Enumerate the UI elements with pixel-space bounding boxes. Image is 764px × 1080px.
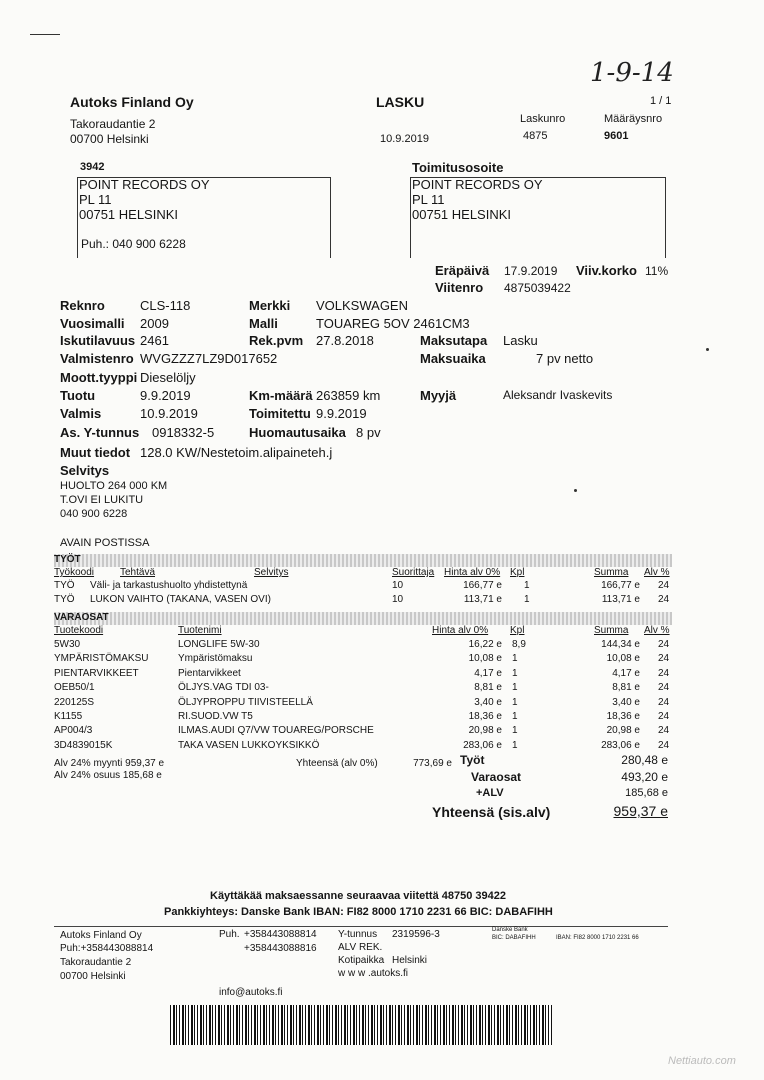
- col-suorittaja: Suorittaja: [392, 567, 435, 578]
- yhteensa-alv0-value: 773,69 e: [413, 758, 452, 769]
- table-row: [54, 682, 672, 695]
- varaosat-section-header: [54, 612, 672, 625]
- cell-summa: 166,77 e: [601, 580, 640, 591]
- viivkorko-value: 11%: [645, 264, 669, 278]
- selvitys-note: AVAIN POSTISSA: [60, 537, 150, 549]
- handwritten-date: 1-9-14: [590, 58, 674, 88]
- cell-alv: 24: [658, 725, 670, 737]
- cell-tuotenimi: RI.SUOD.VW T5: [178, 711, 253, 722]
- alv-total-value: 185,68 e: [625, 787, 668, 799]
- cell-hinta: 283,06 e: [463, 739, 502, 751]
- cell-hinta: 8,81 e: [474, 682, 502, 694]
- table-row: [54, 740, 672, 753]
- col-tyokoodi: Työkoodi: [54, 567, 95, 578]
- cell-tuotekoodi: PIENTARVIKKEET: [54, 667, 139, 679]
- erapaiva-label: Eräpäivä: [435, 263, 490, 278]
- cell-tuotekoodi: K1155: [54, 711, 83, 722]
- col-tuotekoodi: Tuotekoodi: [54, 625, 104, 636]
- varaosat-section-label: VARAOSAT: [54, 612, 109, 623]
- malli-label: Malli: [249, 316, 278, 331]
- kmmaara-value: 263859 km: [316, 388, 381, 403]
- huomautusaika-label: Huomautusaika: [249, 425, 346, 440]
- grand-total-value: 959,37 e: [613, 803, 668, 819]
- cell-alv: 24: [658, 696, 670, 708]
- cell-kpl: 1: [512, 653, 518, 665]
- col-tuotenimi: Tuotenimi: [178, 625, 222, 636]
- cell-alv: 24: [658, 711, 670, 722]
- iskutilavuus-label: Iskutilavuus: [60, 333, 136, 348]
- cell-hinta: 16,22 e: [468, 639, 502, 650]
- col-summa: Summa: [594, 567, 629, 578]
- table-row: [54, 668, 672, 681]
- varaosat-total-label: Varaosat: [471, 770, 522, 784]
- cell-alv: 24: [658, 667, 670, 679]
- table-row: [54, 639, 672, 652]
- footer-kotipaikka-label: Kotipaikka: [338, 955, 385, 966]
- cell-kpl: 1: [524, 580, 530, 591]
- table-row: [54, 580, 672, 593]
- cell-tuotenimi: LONGLIFE 5W-30: [178, 639, 260, 650]
- merkki-label: Merkki: [249, 298, 291, 313]
- iskutilavuus-value: 2461: [140, 333, 169, 348]
- cell-tuotekoodi: OEB50/1: [54, 682, 95, 694]
- cell-hinta: 18,36 e: [468, 711, 502, 722]
- footer-company: Autoks Finland Oy: [60, 930, 142, 941]
- cell-hinta: 4,17 e: [474, 667, 502, 679]
- muut-label: Muut tiedot: [60, 445, 131, 460]
- maksuaika-value: 7 pv netto: [536, 351, 594, 366]
- cell-summa: 113,71 e: [601, 594, 640, 605]
- cell-tuotenimi: Pientarvikkeet: [178, 667, 241, 679]
- footer-bank-name: Danske Bank: [492, 927, 528, 933]
- huomautusaika-value: 8 pv: [356, 425, 381, 440]
- cell-alv: 24: [658, 682, 670, 694]
- cell-summa: 20,98 e: [606, 725, 640, 737]
- laskunro-value: 4875: [523, 130, 548, 142]
- doc-title: LASKU: [376, 94, 425, 110]
- cell-hinta: 10,08 e: [468, 653, 502, 665]
- cell-alv: 24: [658, 739, 670, 751]
- rekpvm-label: Rek.pvm: [249, 333, 304, 348]
- valmis-label: Valmis: [60, 406, 102, 421]
- cell-tuotekoodi: YMPÄRISTÖMAKSU: [54, 653, 149, 665]
- footer-ytunnus: 2319596-3: [392, 929, 440, 940]
- cell-tuotenimi: ILMAS.AUDI Q7/VW TOUAREG/PORSCHE: [178, 725, 374, 737]
- cell-tuotenimi: TAKA VASEN LUKKOYKSIKKÖ: [178, 739, 320, 751]
- cell-kpl: 8,9: [512, 639, 526, 650]
- cell-hinta: 20,98 e: [468, 725, 502, 737]
- cell-tuotekoodi: 3D4839015K: [54, 739, 113, 751]
- company-name: Autoks Finland Oy: [70, 94, 194, 110]
- grand-total-label: Yhteensä (sis.alv): [432, 804, 551, 820]
- table-row: [54, 594, 672, 607]
- cell-tuotenimi: Ympäristömaksu: [178, 653, 253, 665]
- moottyyppi-label: Moott.tyyppi: [60, 370, 138, 385]
- vuosimalli-value: 2009: [140, 316, 169, 331]
- col-kpl: Kpl: [510, 567, 525, 578]
- col-alv: Alv %: [644, 567, 670, 578]
- selvitys-label: Selvitys: [60, 463, 110, 478]
- alv-total-label: +ALV: [476, 787, 504, 799]
- footer-puh1: +358443088814: [244, 929, 317, 940]
- cell-alv: 24: [658, 639, 670, 650]
- footer-city: 00700 Helsinki: [60, 971, 126, 982]
- erapaiva-value: 17.9.2019: [504, 264, 558, 278]
- footer-bic: BIC: DABAFIHH: [492, 935, 536, 941]
- footer-kotipaikka: Helsinki: [392, 955, 428, 966]
- company-city: 00700 Helsinki: [70, 132, 149, 146]
- yhteensa-alv0-label: Yhteensä (alv 0%): [296, 758, 378, 769]
- customer-city: 00751 HELSINKI: [79, 207, 179, 222]
- col-alv: Alv %: [644, 625, 670, 636]
- rekpvm-value: 27.8.2018: [316, 333, 374, 348]
- cell-kpl: 1: [512, 725, 518, 737]
- viitenro-value: 4875039422: [504, 281, 571, 295]
- cell-hinta: 113,71 e: [463, 594, 502, 605]
- col-kpl: Kpl: [510, 625, 525, 636]
- tyot-column-headers: [54, 567, 672, 580]
- scan-speck: [706, 348, 709, 351]
- delivery-label: Toimitusosoite: [412, 160, 504, 175]
- cell-kpl: 1: [512, 739, 518, 751]
- delivery-po: PL 11: [412, 192, 445, 207]
- selvitys-line: HUOLTO 264 000 KM: [60, 480, 168, 492]
- footer-alvrek: ALV REK.: [338, 942, 383, 953]
- valmistenro-value: WVGZZZ7LZ9D017652: [140, 351, 278, 366]
- varaosat-column-headers: [54, 625, 672, 638]
- viitenro-label: Viitenro: [435, 280, 484, 295]
- cell-suorittaja: 10: [392, 594, 404, 605]
- tyot-total-value: 280,48 e: [621, 753, 668, 767]
- toimitettu-value: 9.9.2019: [316, 406, 367, 421]
- kmmaara-label: Km-määrä: [249, 388, 313, 403]
- tyot-section-label: TYÖT: [54, 554, 81, 565]
- maaraysnro-value: 9601: [604, 130, 629, 142]
- reknro-label: Reknro: [60, 298, 105, 313]
- selvitys-line: T.OVI EI LUKITU: [60, 494, 144, 506]
- maaraysnro-label: Määräysnro: [604, 113, 663, 125]
- maksutapa-label: Maksutapa: [420, 333, 488, 348]
- myyja-value: Aleksandr Ivaskevits: [503, 388, 613, 402]
- customer-name: POINT RECORDS OY: [79, 177, 210, 192]
- col-selvitys: Selvitys: [254, 567, 289, 578]
- tuotu-label: Tuotu: [60, 388, 96, 403]
- cell-tuotekoodi: 5W30: [54, 639, 81, 650]
- maksutapa-value: Lasku: [503, 333, 538, 348]
- col-hinta: Hinta alv 0%: [432, 625, 489, 636]
- footer-email: info@autoks.fi: [219, 987, 283, 998]
- cell-alv: 24: [658, 594, 670, 605]
- asytunnus-value: 0918332-5: [152, 425, 215, 440]
- varaosat-total-value: 493,20 e: [621, 770, 668, 784]
- tyot-section-header: [54, 554, 672, 567]
- cell-summa: 18,36 e: [606, 711, 640, 722]
- col-summa: Summa: [594, 625, 629, 636]
- cell-hinta: 166,77 e: [463, 580, 502, 591]
- vuosimalli-label: Vuosimalli: [60, 316, 125, 331]
- watermark: Nettiauto.com: [668, 1055, 736, 1067]
- payment-reference: Käyttäkää maksaessanne seuraavaa viitettä 48750 39422: [210, 890, 506, 902]
- table-row: [54, 711, 672, 724]
- tuotu-value: 9.9.2019: [140, 388, 191, 403]
- customer-po: PL 11: [79, 192, 112, 207]
- merkki-value: VOLKSWAGEN: [316, 298, 408, 313]
- cell-alv: 24: [658, 580, 670, 591]
- cell-tuotenimi: ÖLJYPROPPU TIIVISTEELLÄ: [178, 696, 313, 708]
- footer-web: w w w .autoks.fi: [338, 968, 409, 979]
- scan-speck: [574, 489, 577, 492]
- reknro-value: CLS-118: [140, 298, 191, 313]
- cell-summa: 10,08 e: [606, 653, 640, 665]
- invoice-date: 10.9.2019: [380, 133, 429, 145]
- delivery-city: 00751 HELSINKI: [412, 207, 512, 222]
- footer-puh-label: Puh.: [219, 929, 240, 940]
- valmis-value: 10.9.2019: [140, 406, 198, 421]
- cell-summa: 8,81 e: [612, 682, 640, 694]
- table-row: [54, 725, 672, 738]
- col-tehtava: Tehtävä: [120, 567, 156, 578]
- cell-tehtava: Väli- ja tarkastushuolto yhdistettynä: [90, 580, 248, 591]
- cell-tehtava: LUKON VAIHTO (TAKANA, VASEN OVI): [90, 594, 271, 605]
- valmistenro-label: Valmistenro: [60, 351, 134, 366]
- cell-tyokoodi: TYÖ: [54, 594, 75, 605]
- table-row: [54, 653, 672, 666]
- footer-ytunnus-label: Y-tunnus: [338, 929, 378, 940]
- moottyyppi-value: Dieselöljy: [140, 370, 196, 385]
- cell-summa: 4,17 e: [612, 667, 640, 679]
- selvitys-line: 040 900 6228: [60, 508, 128, 520]
- cell-tyokoodi: TYÖ: [54, 580, 75, 591]
- footer-phone: Puh:+358443088814: [60, 943, 154, 954]
- maksuaika-label: Maksuaika: [420, 351, 486, 366]
- tyot-total-label: Työt: [460, 753, 485, 767]
- cell-summa: 3,40 e: [612, 696, 640, 708]
- muut-value: 128.0 KW/Nestetoim.alipaineteh.j: [140, 445, 333, 460]
- cell-kpl: 1: [512, 711, 518, 722]
- cell-kpl: 1: [512, 682, 518, 694]
- footer-divider: [54, 926, 668, 927]
- alv-osuus: Alv 24% osuus 185,68 e: [54, 770, 162, 781]
- footer-street: Takoraudantie 2: [60, 957, 132, 968]
- cell-summa: 144,34 e: [601, 639, 640, 650]
- cell-kpl: 1: [512, 667, 518, 679]
- barcode: [170, 1005, 552, 1045]
- viivkorko-label: Viiv.korko: [576, 263, 637, 278]
- page-number: 1 / 1: [650, 95, 672, 107]
- asytunnus-label: As. Y-tunnus: [60, 425, 140, 440]
- col-hinta: Hinta alv 0%: [444, 567, 501, 578]
- delivery-name: POINT RECORDS OY: [412, 177, 543, 192]
- laskunro-label: Laskunro: [520, 113, 566, 125]
- cell-alv: 24: [658, 653, 670, 665]
- table-row: [54, 697, 672, 710]
- cell-tuotenimi: ÖLJYS.VAG TDI 03-: [178, 682, 269, 694]
- cell-summa: 283,06 e: [601, 739, 640, 751]
- cell-suorittaja: 10: [392, 580, 404, 591]
- cell-hinta: 3,40 e: [474, 696, 502, 708]
- customer-id: 3942: [80, 161, 105, 173]
- scan-mark: [30, 34, 60, 35]
- cell-tuotekoodi: AP004/3: [54, 725, 93, 737]
- cell-tuotekoodi: 220125S: [54, 696, 95, 708]
- malli-value: TOUAREG 5OV 2461CM3: [316, 316, 470, 331]
- payment-bank: Pankkiyhteys: Danske Bank IBAN: FI82 8000 1710 2231 66 BIC: DABAFIHH: [164, 906, 553, 918]
- cell-kpl: 1: [524, 594, 530, 605]
- customer-phone: Puh.: 040 900 6228: [81, 237, 186, 251]
- company-street: Takoraudantie 2: [70, 117, 156, 131]
- footer-iban: IBAN: FI82 8000 1710 2231 66: [556, 935, 639, 941]
- myyja-label: Myyjä: [420, 388, 457, 403]
- toimitettu-label: Toimitettu: [249, 406, 311, 421]
- footer-puh2: +358443088816: [244, 943, 317, 954]
- alv-myynti: Alv 24% myynti 959,37 e: [54, 758, 165, 769]
- cell-kpl: 1: [512, 696, 518, 708]
